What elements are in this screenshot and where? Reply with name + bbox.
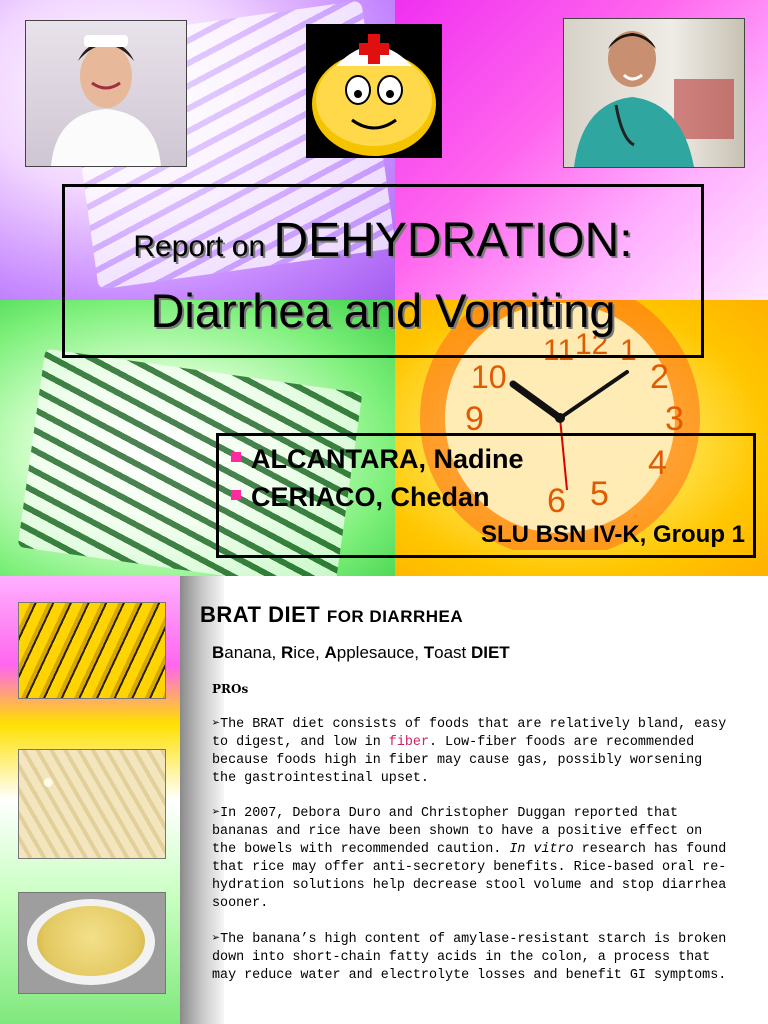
slide-subtitle bbox=[212, 643, 510, 663]
subtitle-word: oast bbox=[434, 643, 471, 662]
subtitle-end: DIET bbox=[470, 643, 510, 662]
bullet-icon bbox=[231, 490, 241, 500]
bullet-arrow-icon: ➢ bbox=[212, 717, 221, 732]
title-main: DEHYDRATION: bbox=[273, 214, 633, 267]
paragraph-text: In 2007, Debora Duro and Christopher Duggan reported that bananas and rice have been shown to have a positive effect on the bowels with recommended caution. bbox=[212, 806, 703, 857]
subtitle-initial: R bbox=[281, 643, 294, 662]
clock-number: 4 bbox=[648, 444, 667, 482]
clock-number: 9 bbox=[465, 400, 484, 438]
title-line-2: Diarrhea and Vomiting bbox=[150, 284, 616, 337]
subtitle-word: anana, bbox=[224, 643, 282, 662]
author-name: ALCANTARA, Nadine bbox=[251, 444, 524, 474]
author-item bbox=[231, 444, 524, 475]
paragraph bbox=[212, 716, 732, 788]
clock-number: 10 bbox=[471, 359, 507, 395]
subtitle-word: pplesauce, bbox=[336, 643, 424, 662]
slide-title-main: BRAT DIET bbox=[200, 602, 321, 627]
authors-box bbox=[216, 433, 756, 558]
slide-title bbox=[200, 602, 463, 628]
title-line-1 bbox=[65, 213, 701, 268]
clock-number: 2 bbox=[650, 358, 669, 396]
group-label: SLU BSN IV-K, Group 1 bbox=[480, 521, 745, 548]
rice-image bbox=[18, 749, 166, 859]
clock-number: 1 bbox=[620, 334, 637, 367]
clock-number: 12 bbox=[575, 328, 609, 361]
clock-number: 6 bbox=[547, 482, 566, 520]
paragraph-text: research has found that rice may offer anti-secretory benefits. Rice-based oral re-hydration solutions help decrease stool volume and stop diarrhea sooner. bbox=[212, 842, 727, 911]
clock-number: 5 bbox=[590, 475, 609, 513]
title-box bbox=[62, 184, 704, 358]
doctor-photo bbox=[563, 18, 745, 168]
bullet-icon bbox=[231, 452, 241, 462]
paragraph-text: . Low-fiber foods are recommended because foods high in fiber may cause gas, possibly worsening the gastrointestinal upset. bbox=[212, 735, 703, 786]
subtitle-word: ice, bbox=[293, 643, 325, 662]
paragraph-text: The BRAT diet consists of foods that are relatively bland, easy to digest, and low in bbox=[212, 717, 727, 750]
bullet-arrow-icon: ➢ bbox=[212, 806, 221, 821]
clock-number: 3 bbox=[665, 400, 684, 438]
subtitle-initial: A bbox=[324, 643, 337, 662]
nurse-photo bbox=[25, 20, 187, 167]
bananas-image bbox=[18, 602, 166, 699]
sauce-shape bbox=[37, 906, 145, 976]
paragraph-italic: In vitro bbox=[509, 842, 574, 857]
author-item bbox=[231, 482, 490, 513]
bullet-arrow-icon: ➢ bbox=[212, 932, 221, 947]
slide-title-sub: FOR DIARRHEA bbox=[326, 607, 464, 626]
subtitle-initial: B bbox=[212, 643, 225, 662]
applesauce-image bbox=[18, 892, 166, 994]
paragraph bbox=[212, 931, 732, 985]
paragraph bbox=[212, 805, 732, 913]
paragraph-text: The banana’s high content of amylase-resistant starch is broken down into short-chain fatty acids in the colon, a process that may reduce water and electrolyte losses and benefit GI symptoms. bbox=[212, 932, 727, 983]
author-name: CERIACO, Chedan bbox=[251, 482, 490, 512]
fiber-link: fiber bbox=[388, 735, 429, 750]
nurse-emoticon-image bbox=[306, 24, 442, 158]
brat-diet-slide bbox=[0, 576, 768, 1024]
title-prefix: Report on bbox=[133, 230, 274, 263]
subtitle-initial: T bbox=[423, 643, 435, 662]
clock-number: 11 bbox=[543, 334, 575, 367]
pros-label: PROs bbox=[212, 682, 249, 696]
